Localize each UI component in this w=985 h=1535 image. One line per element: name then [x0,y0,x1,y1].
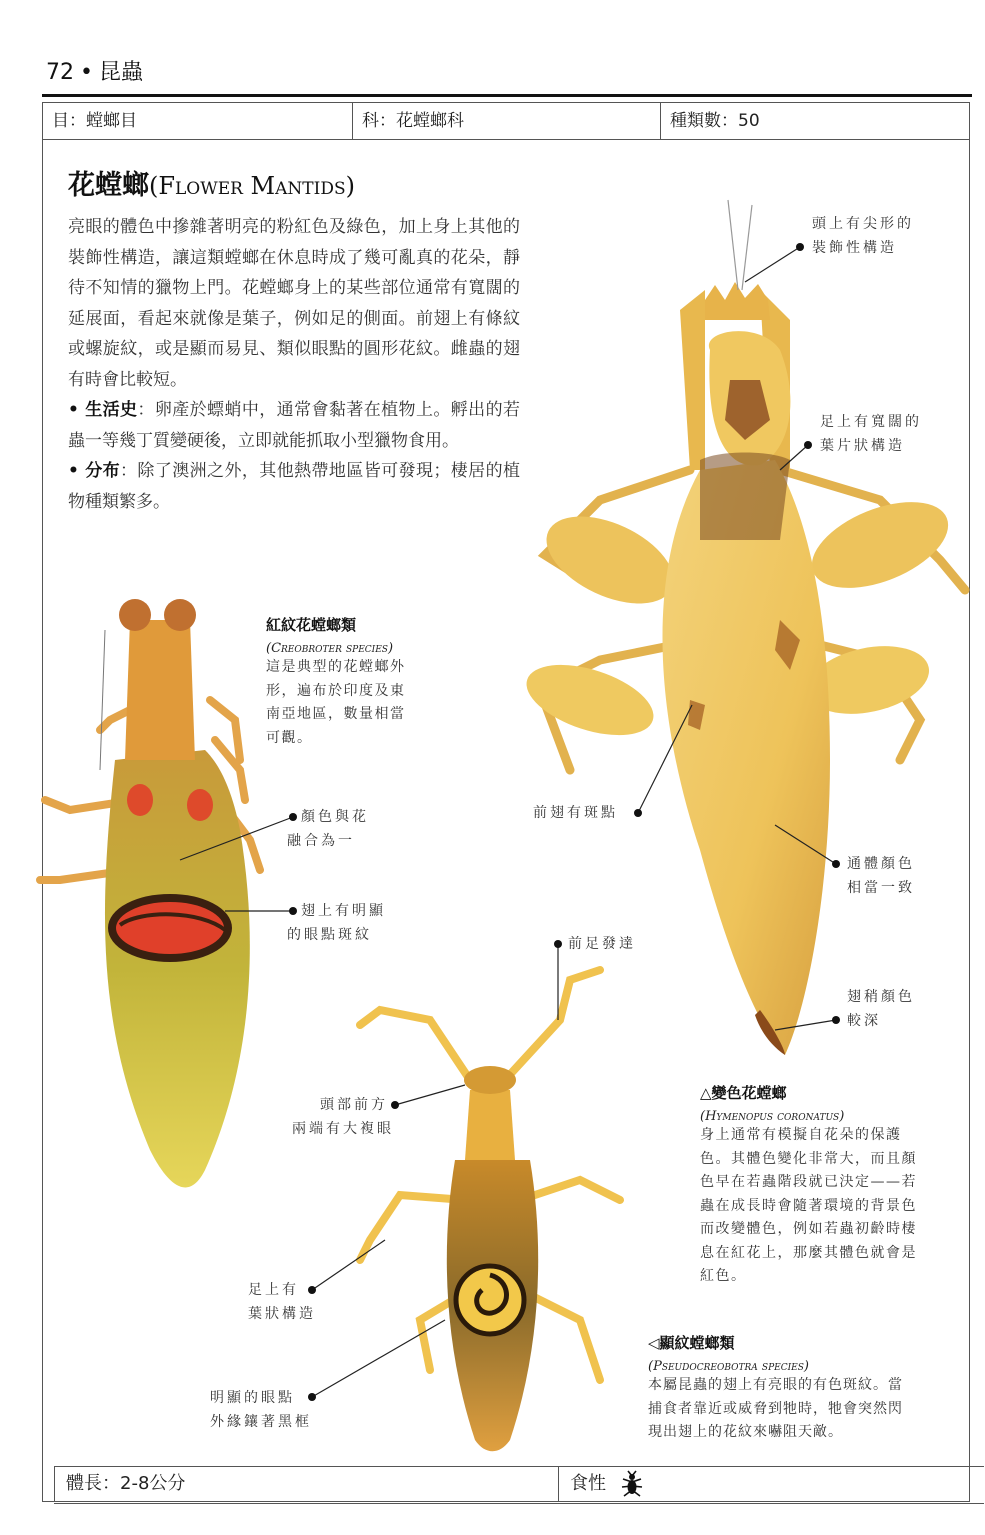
order-cell: 目：螳螂目 [42,102,352,140]
creobroter-name: 紅紋花螳螂類 [266,616,357,634]
pseudocreobotra-name: ◁顯紋螳螂類 [648,1334,735,1352]
anno-leg-lobe [248,1278,316,1326]
pseudocreobotra-mantis-image [360,970,620,1451]
anno-leg-leaf [820,410,922,458]
creobroter-line: 這是典型的花螳螂外 [266,659,406,675]
intro-main: 亮眼的體色中摻雜著明亮的粉紅色及綠色，加上身上其他的裝飾性構造，讓這類螳螂在休息時成了幾可亂真的花朵，靜待不知情的獵物上門。花螳螂身上的某些部位通常有寬闊的延展面，看起來就像是葉子，例如足的側面。前翅上有條紋或螺旋紋，或是顯而易見、類似眼點的圓形花紋。雌蟲的翅有時會比較短。 [68,217,520,390]
anno-line: 融合為一 [287,833,355,849]
hymenopus-caption [700,1082,965,1289]
hymenopus-mantis-image [518,200,965,1055]
creobroter-line: 形，遍布於印度及東 [266,682,406,699]
anno-line: 相當一致 [847,880,915,896]
anno-eyespot [287,899,386,947]
dist-text: ：除了澳洲之外，其他熱帶地區皆可發現；棲居的植物種類繁多。 [68,461,520,512]
hymenopus-line: 蟲在成長時會隨著環境的背景色 [700,1197,917,1214]
dist-label: • 分布 [68,461,121,481]
hymenopus-line: 色早在若蟲階段就已決定——若 [700,1174,917,1190]
pseudocreobotra-line: 現出翅上的花紋來嚇阻天敵。 [648,1424,843,1440]
creobroter-line: 可觀。 [266,729,313,746]
hymenopus-line: 身上通常有模擬自花朵的保護 [700,1127,902,1143]
anno-line: 頭上有尖形的 [812,216,914,232]
anno-line: 較深 [847,1013,881,1029]
title-latin: (Flower Mantids) [149,172,355,200]
anno-line: 翅上有明顯 [301,903,386,919]
anno-foreleg [568,932,636,956]
pseudocreobotra-line: 本屬昆蟲的翅上有亮眼的有色斑紋。當 [648,1377,903,1393]
footer-separator [558,1466,559,1502]
anno-wing-darker [847,985,915,1033]
anno-line: 顏色與花 [301,809,369,825]
pseudocreobotra-line: 捕食者靠近或威脅到牠時，牠會突然閃 [648,1400,903,1417]
creobroter-mantis-image [40,599,260,1187]
hymenopus-line: 而改變體色，例如若蟲初齡時棲 [700,1221,917,1237]
creobroter-latin: (Creobroter species) [266,641,394,656]
life-label: • 生活史 [68,400,138,420]
anno-line: 葉片狀構造 [820,438,905,454]
anno-line: 足上有 [248,1282,299,1298]
anno-flower-blend [287,805,369,853]
hymenopus-latin: (Hymenopus coronatus) [700,1109,845,1124]
footer-separator [54,1466,55,1502]
pseudocreobotra-latin: (Pseudocreobotra species) [648,1359,809,1374]
anno-body-color [847,852,915,900]
anno-line: 葉狀構造 [248,1306,316,1322]
footer-bar [54,1466,984,1504]
diet-label: 食性 [570,1473,606,1494]
body-length: 體長：2-8公分 [66,1473,186,1494]
creobroter-caption [266,614,446,750]
anno-line: 足上有寬闊的 [820,414,922,430]
anno-eyespot-border [210,1386,312,1434]
anno-line: 前翅有斑點 [533,805,618,821]
anno-line: 明顯的眼點 [210,1390,295,1406]
header-separator: • [80,60,93,85]
family-cell: 科：花螳螂科 [352,102,660,140]
anno-line: 前足發達 [568,936,636,952]
page-number: 72 [46,60,74,85]
anno-line: 裝飾性構造 [812,240,897,256]
creobroter-line: 南亞地區，數量相當 [266,706,406,722]
species-count-cell: 種類數：50 [660,102,970,140]
insect-icon [620,1470,644,1498]
hymenopus-line: 色。其體色變化非常大，而且顏 [700,1150,917,1167]
title-chinese: 花螳螂 [68,170,149,201]
hymenopus-line: 紅色。 [700,1268,747,1284]
section-title: 昆蟲 [98,60,143,85]
anno-line: 頭部前方 [320,1097,388,1113]
anno-eyes [292,1093,388,1117]
pseudocreobotra-caption [648,1332,968,1445]
anno-line: 的眼點斑紋 [287,927,372,943]
anno-head-spike [812,212,914,260]
life-text: ：卵產於螵蛸中，通常會黏著在植物上。孵出的若蟲一等幾丁質變硬後，立即就能抓取小型獵物食用。 [68,400,520,451]
anno-line: 外緣鑲著黑框 [210,1414,312,1430]
anno-line: 翅稍顏色 [847,989,915,1005]
hymenopus-line: 息在紅花上，那麼其體色就會是 [700,1244,917,1261]
anno-fore-spots [533,801,618,825]
anno-line: 兩端有大複眼 [292,1121,394,1137]
anno-eyes-line2 [292,1117,394,1141]
anno-line: 通體顏色 [847,856,915,872]
hymenopus-name: △變色花螳螂 [700,1084,787,1102]
